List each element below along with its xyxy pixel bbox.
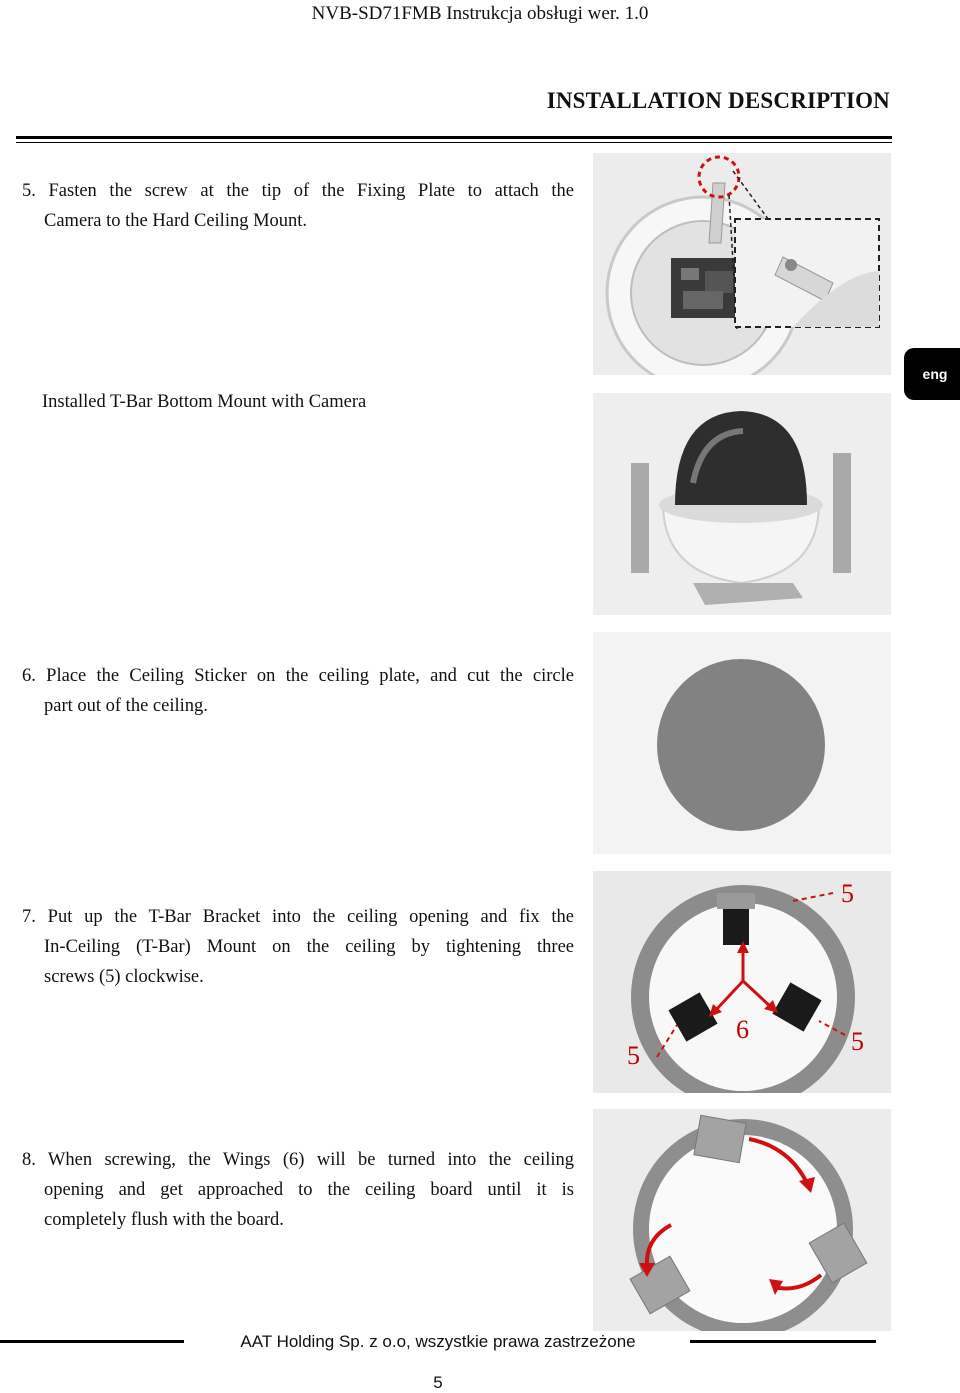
ceiling-sticker-photo: [593, 632, 891, 854]
step-6-text: [22, 661, 574, 721]
language-tab[interactable]: eng: [904, 348, 960, 400]
header-rule: [16, 136, 892, 139]
step-8-line-2: opening and get approached to the ceiling board until it is: [44, 1180, 574, 1200]
step-6-line-1: 6. Place the Ceiling Sticker on the ceiling plate, and cut the circle: [22, 666, 574, 686]
fixing-plate-photo: [593, 153, 891, 375]
step-8-line-1: 8. When screwing, the Wings (6) will be turned into the ceiling: [22, 1150, 574, 1170]
header-rule-thin: [16, 142, 892, 143]
tbar-bracket-photo: [593, 871, 891, 1093]
step-5-line-2: Camera to the Hard Ceiling Mount.: [44, 211, 308, 231]
document-header: NVB-SD71FMB Instrukcja obsługi wer. 1.0: [311, 3, 649, 24]
screw-label-right: 5: [851, 1027, 864, 1056]
footer-copyright: AAT Holding Sp. z o.o, wszystkie prawa zastrzeżone: [240, 1332, 636, 1351]
step-8-text: [22, 1145, 574, 1235]
step-6-line-2: part out of the ceiling.: [44, 696, 208, 716]
wings-turning-photo: [593, 1109, 891, 1331]
step-7-line-3: screws (5) clockwise.: [44, 967, 204, 987]
section-title: INSTALLATION DESCRIPTION: [546, 88, 890, 113]
installed-mount-caption: Installed T-Bar Bottom Mount with Camera: [42, 392, 367, 412]
step-7-text: [22, 902, 574, 992]
step-7-line-1: 7. Put up the T-Bar Bracket into the ceiling opening and fix the: [22, 907, 574, 927]
screw-label-left: 5: [627, 1041, 640, 1070]
page-number: 5: [433, 1373, 443, 1392]
step-8-line-3: completely flush with the board.: [44, 1210, 284, 1230]
wing-label: 6: [736, 1015, 749, 1044]
tbar-mount-photo: [593, 393, 891, 615]
screw-label-top: 5: [841, 879, 854, 908]
step-5-line-1: 5. Fasten the screw at the tip of the Fixing Plate to attach the: [22, 181, 574, 201]
step-7-line-2: In-Ceiling (T-Bar) Mount on the ceiling by tightening three: [44, 937, 574, 957]
step-5-text: [22, 176, 574, 236]
